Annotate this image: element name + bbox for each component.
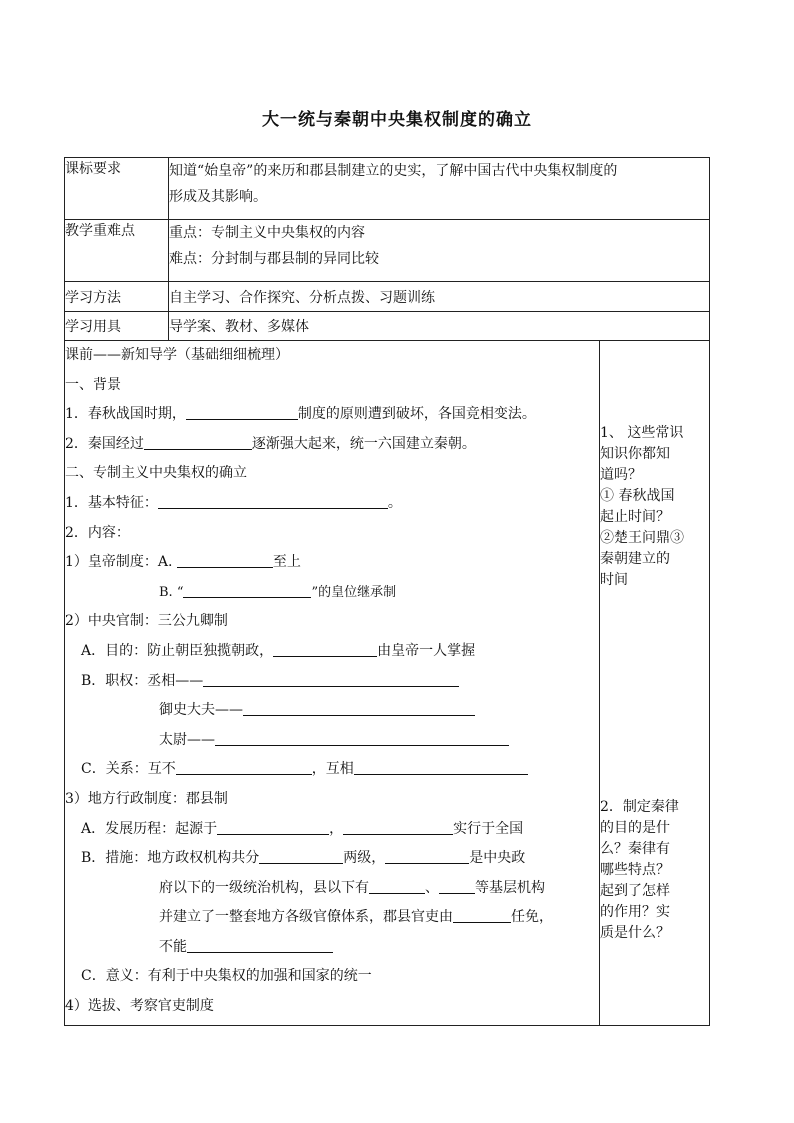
- answer-blank[interactable]: [158, 492, 388, 509]
- answer-blank[interactable]: [354, 758, 528, 775]
- question-line: B．职权：丞相——: [65, 667, 599, 697]
- content-line: 形成及其影响。: [169, 189, 267, 205]
- question-line: 1．春秋战国时期， 制度的原则遭到破坏，各国竞相变法。: [65, 400, 599, 430]
- guided-study-section: [65, 341, 600, 1026]
- answer-blank[interactable]: [177, 551, 273, 568]
- answer-blank[interactable]: [144, 433, 252, 450]
- content-line: 导学案、教材、多媒体: [169, 319, 309, 335]
- content-line: 重点：专制主义中央集权的内容: [169, 225, 365, 241]
- question-line: 不能: [65, 933, 599, 963]
- answer-blank[interactable]: [217, 818, 329, 835]
- section-heading: 课前——新知导学（基础细细梳理）: [65, 347, 289, 363]
- row-content-tools: [169, 312, 710, 341]
- row-label-tools: 学习用具: [65, 312, 169, 341]
- answer-blank[interactable]: [259, 847, 343, 864]
- question-line: 2．内容：: [65, 524, 130, 541]
- answer-blank[interactable]: [343, 818, 453, 835]
- question-line: C．关系：互不 ，互相: [65, 755, 599, 785]
- answer-blank[interactable]: [203, 670, 459, 687]
- content-line: 自主学习、合作探究、分析点拨、习题训练: [169, 290, 435, 306]
- question-line: 3）地方行政制度：郡县制: [65, 790, 228, 807]
- question-line: C．意义：有利于中央集权的加强和国家的统一: [81, 968, 372, 985]
- lesson-table: [64, 157, 710, 1026]
- section-title-background: 一、背景: [65, 376, 121, 393]
- answer-blank[interactable]: [385, 847, 469, 864]
- answer-blank[interactable]: [187, 936, 333, 953]
- question-line: 府以下的一级统治机构，县以下有 、 等基层机构: [65, 874, 599, 904]
- table-row: [65, 341, 710, 1026]
- question-line: 御史大夫——: [65, 696, 599, 726]
- row-label-keypoints: 教学重难点: [65, 220, 169, 282]
- answer-blank[interactable]: [273, 640, 377, 657]
- side-notes: [600, 341, 710, 1026]
- section-title-centralization: 二、专制主义中央集权的确立: [65, 465, 247, 482]
- answer-blank[interactable]: [215, 729, 509, 746]
- answer-blank[interactable]: [183, 581, 311, 598]
- question-line: 1．基本特征： 。: [65, 489, 599, 519]
- question-line: 2．秦国经过 逐渐强大起来，统一六国建立秦朝。: [65, 430, 599, 460]
- table-row: [65, 312, 710, 341]
- question-line: 太尉——: [65, 726, 599, 756]
- row-label-methods: 学习方法: [65, 282, 169, 312]
- question-line: B. “ ”的皇位继承制: [65, 578, 599, 608]
- side-question-1: 1、 这些常识 知识你都知 道吗？ ① 春秋战国 起止时间？ ②楚王问鼎③ 秦朝建立的 时间: [600, 425, 684, 588]
- row-content-keypoints: [169, 220, 710, 282]
- question-line: A．发展历程：起源于 ， 实行于全国: [65, 815, 599, 845]
- table-row: [65, 282, 710, 312]
- question-line: 并建立了一整套地方各级官僚体系，郡县官吏由 任免，: [65, 903, 599, 933]
- table-row: [65, 158, 710, 220]
- side-question-2: 2．制定秦律 的目的是什 么？秦律有 哪些特点？ 起到了怎样 的作用？实 质是什么？: [600, 799, 679, 941]
- question-line: 1）皇帝制度：A. 至上: [65, 548, 599, 578]
- question-line: 4）选拔、考察官吏制度: [65, 998, 214, 1015]
- answer-blank[interactable]: [176, 758, 312, 775]
- answer-blank[interactable]: [439, 877, 475, 894]
- answer-blank[interactable]: [453, 906, 511, 923]
- row-label-standard: 课标要求: [65, 158, 169, 220]
- row-content-methods: [169, 282, 710, 312]
- row-content-standard: [169, 158, 710, 220]
- question-line: 2）中央官制：三公九卿制: [65, 613, 228, 630]
- question-line: A．目的：防止朝臣独揽朝政， 由皇帝一人掌握: [65, 637, 599, 667]
- content-line: 难点：分封制与郡县制的异同比较: [169, 251, 379, 267]
- page-title: 大一统与秦朝中央集权制度的确立: [262, 110, 532, 130]
- answer-blank[interactable]: [186, 403, 298, 420]
- answer-blank[interactable]: [369, 877, 425, 894]
- content-line: 知道“始皇帝”的来历和郡县制建立的史实，了解中国古代中央集权制度的: [169, 163, 618, 179]
- question-line: B．措施：地方政权机构共分 两级， 是中央政: [65, 844, 599, 874]
- table-row: [65, 220, 710, 282]
- answer-blank[interactable]: [243, 699, 475, 716]
